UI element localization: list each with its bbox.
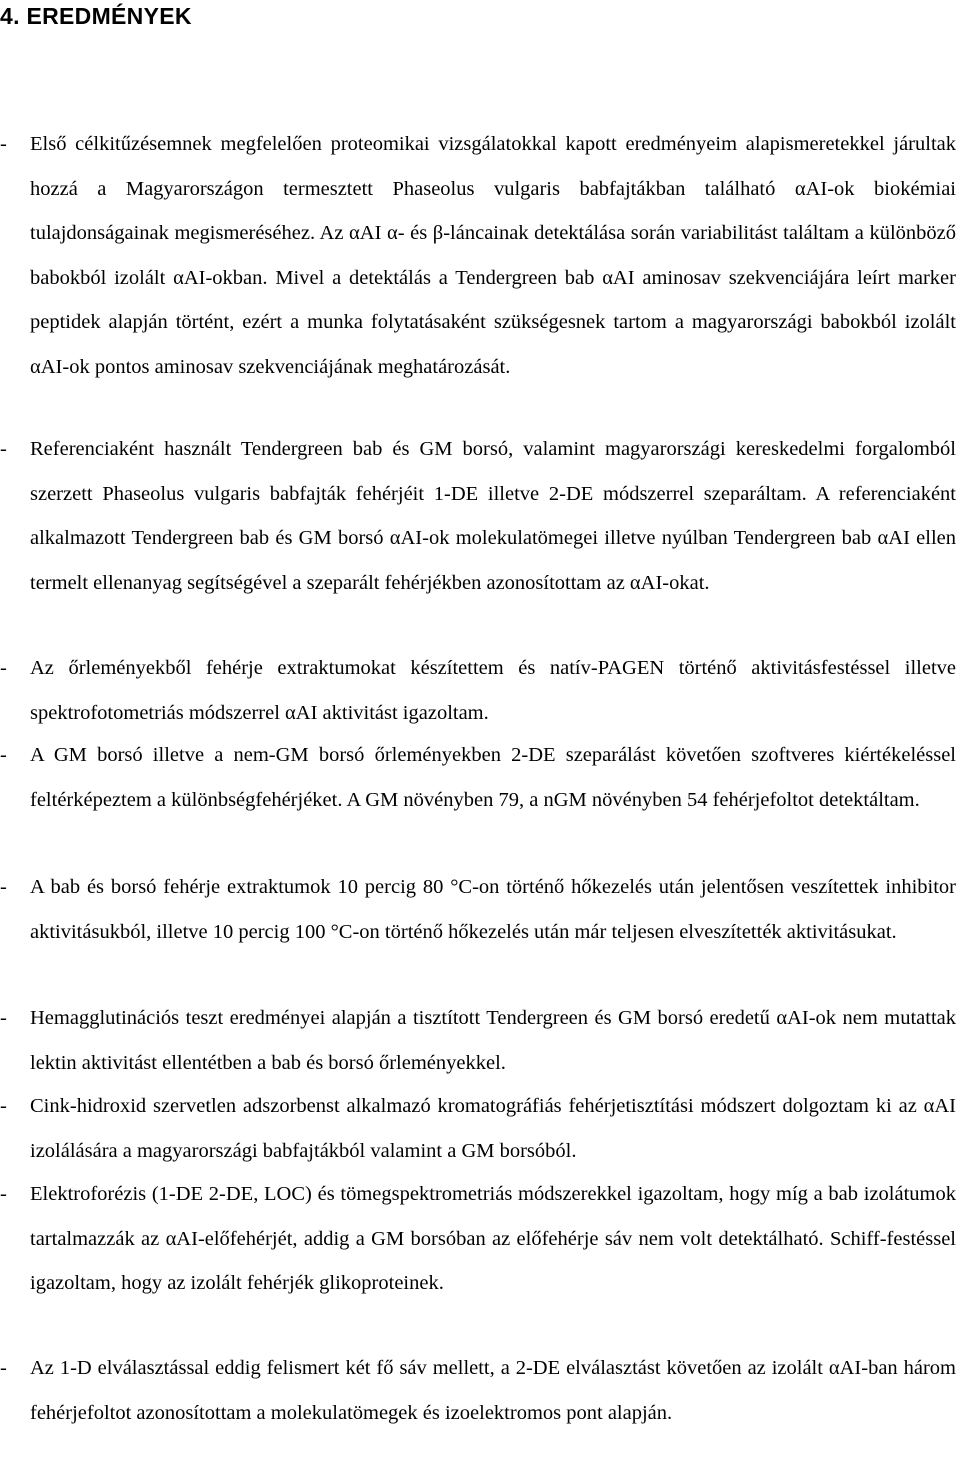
result-text: Cink-hidroxid szervetlen adszorbenst alkalmazó kromatográfiás fehérjetisztítási módszert dolgoztam ki az αAI izolálására a magyarországi babfajtákból valamint a GM borsóból. [30, 1095, 956, 1162]
bullet-dash: - [0, 744, 7, 766]
result-text: Elektroforézis (1-DE 2-DE, LOC) és tömegspektrometriás módszerekkel igazoltam, hogy míg a bab izolátumok tartalmazzák az αAI-előfehérjét, addig a GM borsóban az előfehérje sáv nem volt detektálható. Schiff-festéssel igazoltam, hogy az izolált fehérjék glikoproteinek. [30, 1183, 956, 1294]
bullet-dash: - [0, 133, 7, 155]
result-text: A bab és borsó fehérje extraktumok 10 percig 80 °C-on történő hőkezelés után jelentősen veszítettek inhibitor aktivitásukból, illetve 10 percig 100 °C-on történő hőkezelés után már teljesen elveszítették aktivitásukat. [30, 876, 956, 943]
bullet-dash: - [0, 1095, 7, 1117]
bullet-dash: - [0, 1183, 7, 1205]
page-title: 4. EREDMÉNYEK [0, 3, 192, 29]
bullet-dash: - [0, 876, 7, 898]
result-text: Hemagglutinációs teszt eredményei alapján a tisztított Tendergreen és GM borsó eredetű αAI-ok nem mutattak lektin aktivitást ellentétben a bab és borsó őrleményekkel. [30, 1007, 956, 1074]
result-text: A GM borsó illetve a nem-GM borsó őrleményekben 2-DE szeparálást követően szoftveres kiértékeléssel feltérképeztem a különbségfehérjéket. A GM növényben 79, a nGM növényben 54 fehérjefoltot detektáltam. [30, 744, 956, 811]
result-text: Az őrleményekből fehérje extraktumokat készítettem és natív-PAGEN történő aktivitásfestéssel illetve spektrofotometriás módszerrel αAI aktivitást igazoltam. [30, 657, 956, 724]
bullet-dash: - [0, 1357, 7, 1379]
result-text: Első célkitűzésemnek megfelelően proteomikai vizsgálatokkal kapott eredményeim alapismeretekkel járultak hozzá a Magyarországon termesztett Phaseolus vulgaris babfajtákban található αAI-ok biokémiai tulajdonságainak megismeréséhez. Az αAI α- és β-láncainak detektálása során variabilitást találtam a különböző babokból izolált αAI-okban. Mivel a detektálás a Tendergreen bab αAI aminosav szekvenciájára leírt marker peptidek alapján történt, ezért a munka folytatásaként szükségesnek tartom a magyarországi babokból izolált αAI-ok pontos aminosav szekvenciájának meghatározását. [30, 133, 956, 378]
bullet-dash: - [0, 438, 7, 460]
bullet-dash: - [0, 657, 7, 679]
bullet-dash: - [0, 1007, 7, 1029]
result-text: Referenciaként használt Tendergreen bab és GM borsó, valamint magyarországi kereskedelmi forgalomból szerzett Phaseolus vulgaris babfajták fehérjéit 1-DE illetve 2-DE módszerrel szeparáltam. A referenciaként alkalmazott Tendergreen bab és GM borsó αAI-ok molekulatömegei illetve nyúlban Tendergreen bab αAI ellen termelt ellenanyag segítségével a szeparált fehérjékben azonosítottam az αAI-okat. [30, 438, 956, 594]
result-text: Az 1-D elválasztással eddig felismert két fő sáv mellett, a 2-DE elválasztást követően az izolált αAI-ban három fehérjefoltot azonosítottam a molekulatömegek és izoelektromos pont alapján. [30, 1357, 956, 1424]
